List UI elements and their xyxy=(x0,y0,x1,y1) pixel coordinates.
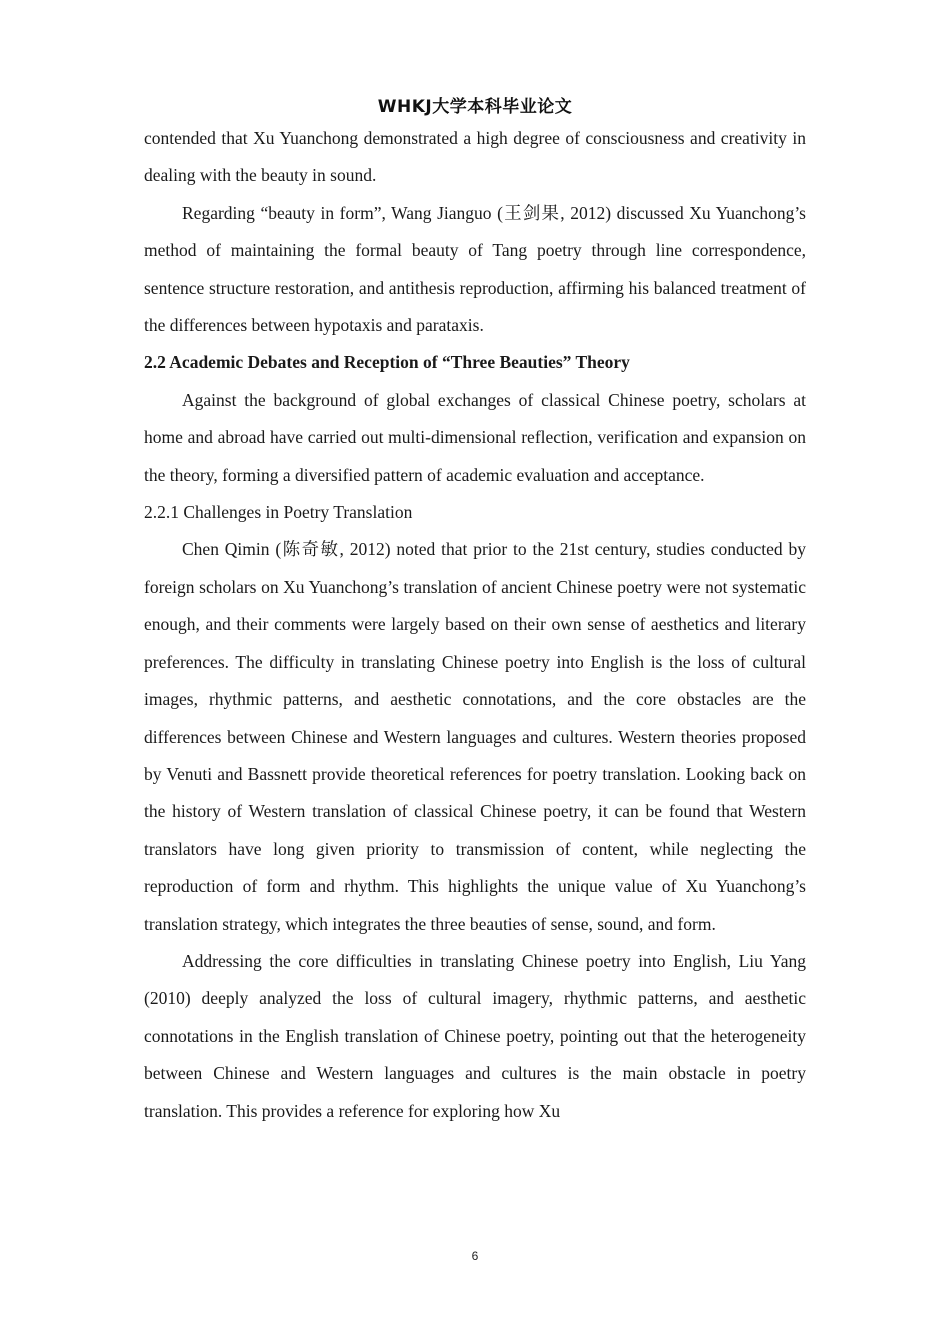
paragraph: Chen Qimin (陈奇敏, 2012) noted that prior to the 21st century, studies conducted by foreign scholars on Xu Yuanchong’s translation of ancient Chinese poetry were not systematic enough, and their comments were largely based on their own sense of aesthetics and literary preferences. The difficulty in translating Chinese poetry into English is the loss of cultural images, rhythmic patterns, and aesthetic connotations, and the core obstacles are the differences between Chinese and Western languages and cultures. Western theories proposed by Venuti and Bassnett provide theoretical references for poetry translation. Looking back on the history of Western translation of classical Chinese poetry, it can be found that Western translators have long given priority to transmission of content, while neglecting the reproduction of form and rhythm. This highlights the unique value of Xu Yuanchong’s translation strategy, which integrates the three beauties of sense, sound, and form. xyxy=(144,539,806,934)
subsection-heading: 2.2.1 Challenges in Poetry Translation xyxy=(144,502,413,523)
page-number: 6 xyxy=(471,1249,479,1263)
paragraph: Addressing the core difficulties in translating Chinese poetry into English, Liu Yang (2010) deeply analyzed the loss of cultural imagery, rhythmic patterns, and aesthetic connotations in the English translation of Chinese poetry, pointing out that the heterogeneity between Chinese and Western languages and cultures is the main obstacle in poetry translation. This provides a reference for exploring how Xu xyxy=(144,950,806,1121)
paragraph: Against the background of global exchanges of classical Chinese poetry, scholars at home and abroad have carried out multi-dimensional reflection, verification and expansion on the theory, forming a diversified pattern of academic evaluation and acceptance. xyxy=(144,389,806,485)
running-header: WHKJ大学本科毕业论文 xyxy=(377,97,573,117)
paragraph: Regarding “beauty in form”, Wang Jianguo (王剑果, 2012) discussed Xu Yuanchong’s method of maintaining the formal beauty of Tang poetry through line correspondence, sentence structure restoration, and antithesis reproduction, affirming his balanced treatment of the differences between hypotaxis and parataxis. xyxy=(144,202,806,336)
section-heading: 2.2 Academic Debates and Reception of “Three Beauties” Theory xyxy=(144,352,630,373)
page-body xyxy=(144,120,806,1130)
paragraph: contended that Xu Yuanchong demonstrated a high degree of consciousness and creativity in dealing with the beauty in sound. xyxy=(144,128,806,186)
